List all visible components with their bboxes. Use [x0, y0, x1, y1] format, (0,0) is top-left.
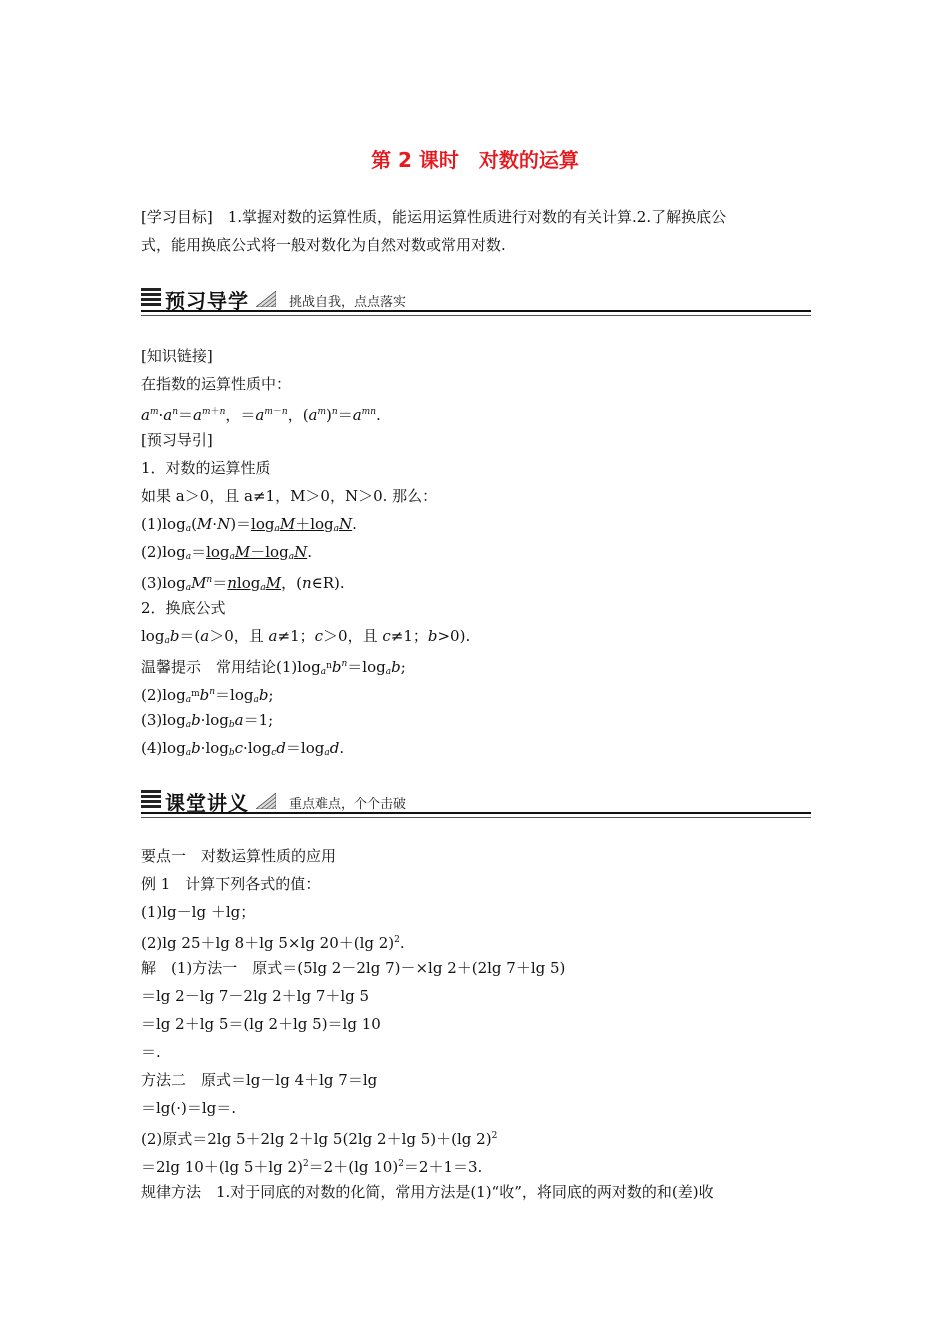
solution-line-1: 解 (1)方法一 原式＝(5lg 2－2lg 7)－×lg 2＋(2lg 7＋lg 5): [141, 959, 566, 977]
solution-line-8c: ＝2＋1＝3.: [403, 1158, 483, 1176]
solution-line-3: ＝lg 2＋lg 5＝(lg 2＋lg 5)＝lg 10: [141, 1015, 381, 1033]
example-part-2-text: (2)lg 25＋lg 8＋lg 5×lg 20＋(lg 2): [141, 934, 395, 952]
solution-line-7: (2)原式＝2lg 5＋2lg 2＋lg 5(2lg 2＋lg 5)＋(lg 2)$^2$: [141, 1130, 498, 1148]
log-rule-1: $(1)\log_a(M\cdot N)=\log_aM+\log_aN$.: [141, 515, 357, 534]
solution-line-5: 方法二 原式＝lg－lg 4＋lg 7＝lg: [141, 1071, 378, 1089]
example-part-1: (1)lg－lg ＋lg；: [141, 903, 256, 921]
tip-conclusion-2: $(2)\log_{a^m}b^n=\log_ab$;: [141, 686, 274, 705]
tip-conclusion-3: $(3)\log_ab\cdot\log_ba=1$;: [141, 711, 274, 730]
section-banner-lecture: [141, 788, 811, 816]
example-heading: 例 1 计算下列各式的值：: [141, 875, 321, 893]
lesson-title: 第 2 课时 对数的运算: [371, 148, 579, 172]
section-title: 课堂讲义: [165, 791, 249, 815]
solution-line-8: ＝2lg 10＋(lg 5＋lg 2)$^2$＝2＋(lg 10)$^2$＝2＋1＝3.: [141, 1158, 483, 1176]
tip-conclusion-4: $(4)\log_ab\cdot\log_bc\cdot\log_cd=\log_ad$.: [141, 739, 345, 758]
exponent-rules: $a^m\cdot a^n=a^{m+n}$，$=a^{m-n}$，$(a^m)^n=a^{mn}$.: [141, 406, 381, 424]
goal-line-2: 式，能用换底公式将一般对数化为自然对数或常用对数.: [141, 236, 506, 254]
section-rule: [141, 310, 811, 316]
tip-conclusion-1: 温馨提示 常用结论$(1)\log_{a^n}b^n=\log_ab$;: [141, 658, 406, 677]
change-of-base-heading: 2．换底公式: [141, 599, 226, 617]
section-banner-preview: [141, 286, 811, 314]
solution-line-8a: ＝2lg 10＋(lg 5＋lg 2): [141, 1158, 303, 1176]
section-subtitle: 重点难点，个个击破: [289, 797, 407, 812]
solution-line-7-text: (2)原式＝2lg 5＋2lg 2＋lg 5(2lg 2＋lg 5)＋(lg 2): [141, 1130, 492, 1148]
section-rule: [141, 812, 811, 818]
log-rule-2: $(2)\log_a=\log_aM-\log_aN$.: [141, 543, 312, 562]
stripes-icon: [141, 790, 161, 810]
log-rule-3: $(3)\log_aM^n=nlog_aM$，(n∈R).: [141, 574, 345, 593]
triangle-hatch-icon: [256, 793, 276, 809]
triangle-hatch-icon: [256, 291, 276, 307]
section-subtitle: 挑战自我，点点落实: [289, 295, 407, 310]
change-of-base-formula: $\log_ab=(a>0$，且 a≠1；c＞0，且 c≠1；b>0).: [141, 627, 471, 646]
solution-line-4: ＝.: [141, 1043, 161, 1061]
log-condition: 如果 a＞0，且 a≠1，M＞0，N＞0. 那么：: [141, 487, 438, 505]
preview-content: [141, 342, 821, 762]
example-part-2: (2)lg 25＋lg 8＋lg 5×lg 20＋(lg 2)$^2$.: [141, 934, 405, 952]
tip-label: 温馨提示 常用结论(1): [141, 658, 298, 676]
knowledge-link-heading: [知识链接]: [141, 347, 213, 365]
learning-goals: [141, 203, 811, 259]
key-point-heading: 要点一 对数运算性质的应用: [141, 847, 337, 865]
method-summary: 规律方法 1.对于同底的对数的化简，常用方法是(1)“收”，将同底的两对数的和(差)收: [141, 1183, 714, 1201]
preview-guide-heading: [预习导引]: [141, 431, 213, 449]
log-properties-heading: 1．对数的运算性质: [141, 459, 271, 477]
solution-line-6: ＝lg(·)＝lg＝.: [141, 1099, 237, 1117]
exponent-intro: 在指数的运算性质中：: [141, 375, 292, 393]
solution-line-8b: ＝2＋(lg 10): [308, 1158, 399, 1176]
section-title: 预习导学: [165, 289, 249, 313]
stripes-icon: [141, 288, 161, 308]
goal-line-1: [学习目标] 1.掌握对数的运算性质，能运用运算性质进行对数的有关计算.2.了解换底公: [141, 208, 727, 226]
solution-line-2: ＝lg 2－lg 7－2lg 2＋lg 7＋lg 5: [141, 987, 370, 1005]
lecture-content: [141, 842, 821, 1206]
